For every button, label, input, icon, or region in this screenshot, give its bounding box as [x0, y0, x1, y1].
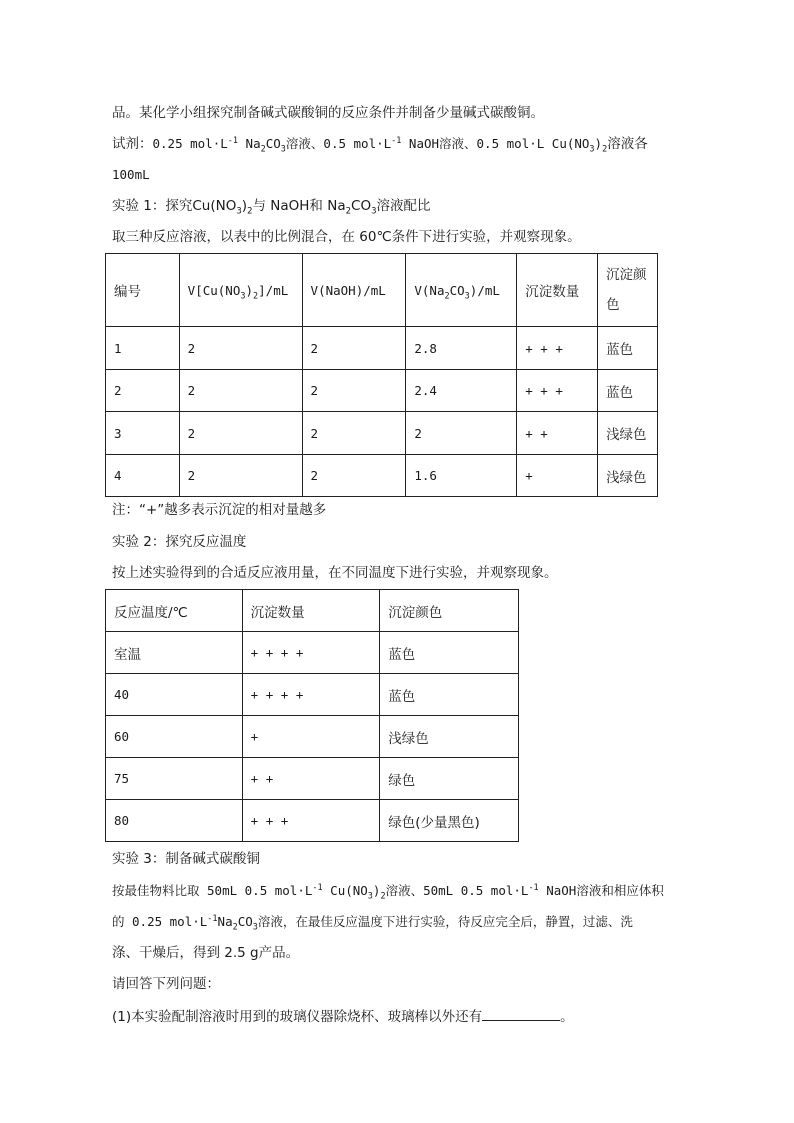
volume-line: 100mL	[112, 167, 150, 182]
table-cell: 蓝色	[380, 632, 519, 674]
table-cell: 2	[179, 455, 302, 497]
table-cell: + + + +	[242, 632, 380, 674]
table-cell: + + +	[242, 800, 380, 842]
header-cell: 沉淀颜色	[380, 590, 519, 632]
answer-blank[interactable]	[482, 1006, 560, 1021]
table-cell: 蓝色	[598, 370, 658, 412]
table-cell: 1	[106, 327, 180, 370]
table-cell: 3	[106, 412, 180, 455]
table-cell: 2	[106, 370, 180, 412]
table-header-row	[106, 254, 658, 327]
table-row	[106, 412, 658, 455]
table-cell: 60	[106, 716, 243, 758]
exp3-title: 实验 3：制备碱式碳酸铜	[112, 851, 260, 867]
exp3-paragraph-line-3: 涤、干燥后，得到 2.5 g产品。	[112, 945, 300, 961]
table-row	[106, 370, 658, 412]
table-row	[106, 632, 519, 674]
exp2-title: 实验 2：探究反应温度	[112, 534, 247, 550]
table-cell: 浅绿色	[380, 716, 519, 758]
header-cell: 编号	[106, 254, 180, 327]
header-cell: 沉淀颜 色	[598, 254, 658, 327]
question-1: (1)本实验配制溶液时用到的玻璃仪器除烧杯、玻璃棒以外还有 。	[112, 1006, 574, 1027]
table-cell: 2	[179, 412, 302, 455]
table-cell: 2	[406, 412, 517, 455]
table-cell: + + + +	[242, 674, 380, 716]
intro-line: 品。某化学小组探究制备碱式碳酸铜的反应条件并制备少量碱式碳酸铜。	[112, 105, 544, 121]
exp1-description: 取三种反应溶液，以表中的比例混合，在 60℃条件下进行实验，并观察现象。	[112, 229, 581, 245]
table-cell: + +	[242, 758, 380, 800]
table-cell: + +	[517, 412, 598, 455]
header-cell: 沉淀数量	[517, 254, 598, 327]
table-cell: 绿色	[380, 758, 519, 800]
table-cell: 2.8	[406, 327, 517, 370]
table-cell: 2	[179, 370, 302, 412]
header-cell: 沉淀数量	[242, 590, 380, 632]
table-cell: 40	[106, 674, 243, 716]
table-cell: 浅绿色	[598, 455, 658, 497]
table-row	[106, 327, 658, 370]
table-cell: + + +	[517, 327, 598, 370]
exp1-title: 实验 1：探究$Cu(NO_3)_2$与 NaOH和 $Na_2CO_3$溶液配比	[112, 198, 431, 217]
table-cell: 2	[302, 412, 406, 455]
exp3-paragraph-line-1: 按最佳物料比取 50mL 0.5 $mol\cdot L^{-1}$ $Cu(NO_3)_2$溶液、50mL 0.5 $mol\cdot L^{-1}$ NaOH溶液和相应体积	[112, 882, 664, 902]
exp1-table	[105, 253, 658, 497]
table-cell: 2	[179, 327, 302, 370]
header-cell: $V(Na_2CO_3)/mL$	[406, 254, 517, 327]
table-row	[106, 716, 519, 758]
table-row	[106, 800, 519, 842]
table-cell: 2	[302, 370, 406, 412]
table-cell: 浅绿色	[598, 412, 658, 455]
exp3-paragraph-line-2: 的 0.25 $mol\cdot L^{-1}Na_2CO_3$溶液，在最佳反应温度下进行实验，待反应完全后，静置，过滤、洗	[112, 913, 633, 933]
table-cell: +	[517, 455, 598, 497]
table-cell: 75	[106, 758, 243, 800]
table-row	[106, 674, 519, 716]
table-cell: +	[242, 716, 380, 758]
header-cell: 反应温度/℃	[106, 590, 243, 632]
table-cell: 绿色(少量黑色)	[380, 800, 519, 842]
table-cell: 蓝色	[598, 327, 658, 370]
table-cell: + + +	[517, 370, 598, 412]
exp1-note: 注：“+”越多表示沉淀的相对量越多	[112, 502, 327, 518]
table-cell: 2.4	[406, 370, 517, 412]
header-cell: $V[Cu(NO_3)_2]/mL$	[179, 254, 302, 327]
table-cell: 室温	[106, 632, 243, 674]
header-cell: V(NaOH)/mL	[302, 254, 406, 327]
table-row	[106, 758, 519, 800]
exp2-table	[105, 589, 519, 842]
table-cell: 2	[302, 455, 406, 497]
question-prompt: 请回答下列问题：	[112, 976, 220, 992]
table-row	[106, 455, 658, 497]
table-cell: 1.6	[406, 455, 517, 497]
exp2-description: 按上述实验得到的合适反应液用量，在不同温度下进行实验，并观察现象。	[112, 565, 558, 581]
table-header-row	[106, 590, 519, 632]
table-cell: 2	[302, 327, 406, 370]
table-cell: 80	[106, 800, 243, 842]
reagent-line: 试剂：0.25 $mol\cdot L^{-1}$ $Na_2CO_3$溶液、0.5 $mol\cdot L^{-1}$ NaOH溶液、0.5 mol·L $Cu(NO_3)_2$溶液各	[112, 135, 648, 155]
table-cell: 4	[106, 455, 180, 497]
table-cell: 蓝色	[380, 674, 519, 716]
